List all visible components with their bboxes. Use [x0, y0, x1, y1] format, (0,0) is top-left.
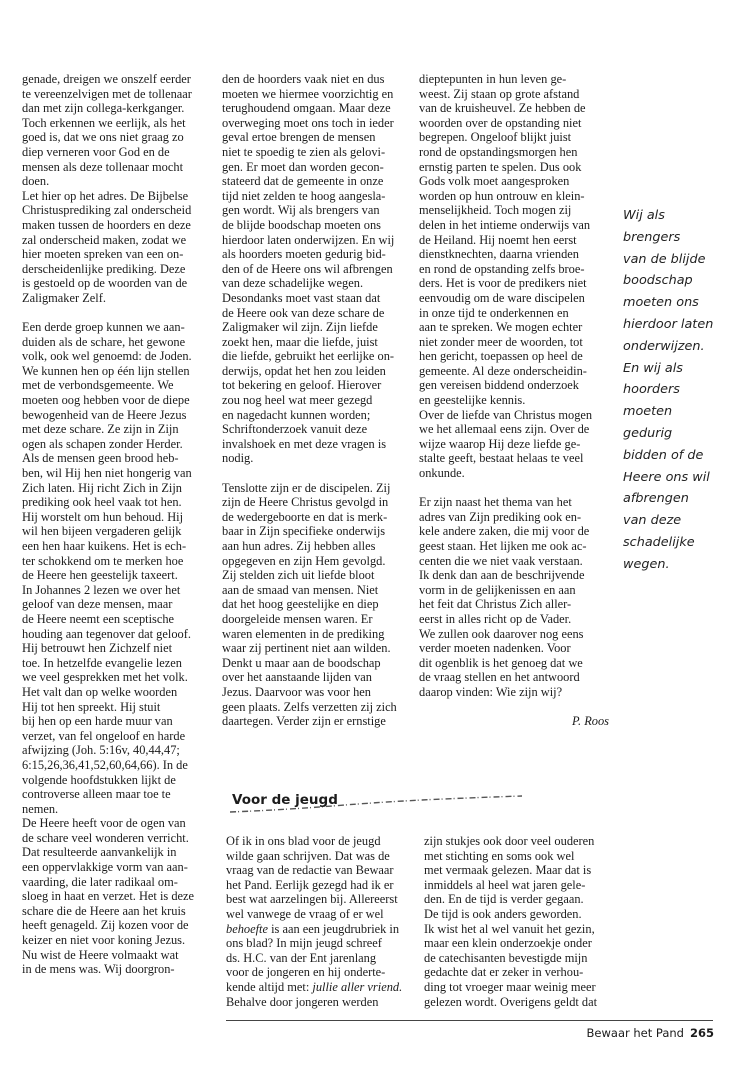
article-paragraph: Tenslotte zijn er de discipelen. Zij zijn de Heere Christus gevolgd in de wedergeboorte en dat is merk- baar in Zijn specifieke onderwijs aan hun adres. Zij hebben alles opgegeven en zijn Hem gevolgd. Zij stelden zich uit liefde bloot aan de smaad van mensen. Niet dat het hoog geestelijke en diep doorgeleide mensen waren. Er waren elementen in de prediking waar zij pertinent niet aan wilden. Denkt u maar aan de boodschap over het aanstaande lijden van Jezus. Daarvoor was voor hen geen plaats. Zelfs verzetten zij zich daartegen. Verder zijn er ernstige: [222, 480, 397, 729]
page-footer: [587, 1026, 714, 1040]
jeugd-text: Of ik in ons blad voor de jeugd wilde gaan schrijven. Dat was de vraag van de redactie van Bewaar het Pand. Eerlijk gezegd had ik er best wat aarzelingen bij. Allereerst wel vanwege de vraag of er wel: [226, 834, 398, 921]
article-paragraph: Een derde groep kunnen we aan- duiden als de schare, het gewone volk, ook wel genoemd: de Joden. We kunnen hen op één lijn stellen met de verbondsgemeente. We moeten oog hebben voor de diepe bewogenheid van de Heere Jezus met deze schare. Ze zijn in Zijn ogen als schapen zonder Herder. Als de mensen geen brood heb- ben, wil Hij hen niet hongerig van Zich laten. Hij richt Zich in Zijn prediking ook heel vaak tot hen. Hij worstelt om hun behoud. Hij wil hen bijeen vergaderen gelijk een hen haar kuikens. Het is ech- ter schokkend om te merken hoe de Heere hen geestelijk taxeert. In Johannes 2 lezen we over het geloof van deze mensen, maar de Heere neemt een sceptische houding aan tegenover dat geloof. Hij betrouwt hen Zichzelf niet toe. In hetzelfde evangelie lezen we veel gesprekken met het volk. Het valt dan op welke woorden Hij tot hen spreekt. Hij stuit bij hen op een harde muur van verzet, van fel ongeloof en harde afwijzing (Joh. 5:16v, 40,44,47; 6:15,26,36,41,52,60,64,66). In de volgende hoofdstukken lijkt de controverse alleen maar toe te nemen. De Heere heeft voor de ogen van de schare veel wonderen verricht. Dat resulteerde aanvankelijk in een oppervlakkige vorm van aan- vaarding, die later radikaal om- sloeg in haat en verzet. Het is deze schare die de Heere aan het kruis heeft genageld. Zij kozen voor de keizer en niet voor koning Jezus. Nu wist de Heere volmaakt wat in de mens was. Wij doorgron-: [22, 320, 195, 977]
page-number: 265: [689, 1026, 714, 1040]
jeugd-column-2: zijn stukjes ook door veel ouderen met stichting en soms ook wel met vermaak gelezen. Maar dat is inmiddels al heel wat jaren gele- den. En de tijd is verder gegaan. De tijd is ook anders geworden. Ik wist het al wel vanuit het gezin, maar een klein onderzoekje onder de catechisanten bevestigde mijn gedachte dat er zeker in verhou- ding tot vroeger maar weinig meer gelezen wordt. Overigens geldt dat: [424, 834, 598, 1009]
jeugd-text: is aan een jeugdrubriek in ons blad? In mijn jeugd schreef ds. H.C. van der Ent jarenlang voor de jongeren en hij onderte- kende altijd met:: [226, 921, 400, 994]
author-signature: P. Roos: [572, 713, 609, 728]
article-column-2: [222, 72, 410, 729]
footer-divider: [226, 1020, 713, 1021]
pull-quote: Wij als brengers van de blijde boodschap moeten ons hierdoor laten onderwijzen. En wij als hoorders moeten gedurig bidden of de Heere ons wil afbrengen van deze schadelijke wegen.: [623, 208, 714, 572]
article-paragraph: genade, dreigen we onszelf eerder te vereenzelvigen met de tollenaar dan met zijn collega-kerkganger. Toch erkennen we eerlijk, als het goed is, dat we ons niet graag zo diep verneren voor God en de mensen als deze tollenaar mocht doen. Let hier op het adres. De Bijbelse Christusprediking zal onderscheid maken tussen de hoorders en deze zal onderscheid maken, zodat we hier moeten spreken van een on- derscheidenlijke prediking. Deze is gestoeld op de woorden van de Zaligmaker Zelf.: [22, 72, 192, 305]
article-paragraph: Er zijn naast het thema van het adres van Zijn prediking ook en- kele andere zaken, die mij voor de geest staan. Het lijken me ook ac- centen die we niet vaak verstaan. Ik denk dan aan de beschrijvende vorm in de gelijkenissen en aan het feit dat Christus Zich aller- eerst in alles richt op de Vader. We zullen ook daarover nog eens verder moeten nadenken. Voor dit ogenblik is het genoeg dat we de vraag stellen en het antwoord daarop vinden: Wie zijn wij?: [419, 495, 590, 699]
publication-name: Bewaar het Pand: [586, 1026, 684, 1040]
jeugd-column-1: [226, 834, 406, 1009]
article-paragraph: den de hoorders vaak niet en dus moeten we hiermee voorzichtig en terughoudend omgaan. Maar deze overweging moet ons toch in ieder geval ertoe brengen de mensen niet te spoedig te zien als gelovi- gen. Er moet dan worden gecon- stateerd dat de gemeente in onze tijd niet zelden te hoog aangesla- gen wordt. Wij als brengers van de blijde boodschap moeten ons hierdoor laten onderwijzen. En wij als hoorders moeten gedurig bid- den of de Heere ons wil afbrengen van deze schadelijke wegen. Desondanks moet vast staan dat de Heere ook van deze schare de Zaligmaker wil zijn. Zijn liefde zoekt hen, maar die liefde, juist die liefde, gebruikt het eerlijke on- derwijs, opdat het hen zou leiden tot bekering en geloof. Hierover zou nog heel wat meer gezegd en nagedacht kunnen worden; Schriftonderzoek vanuit deze invalshoek en met deze vragen is nodig.: [222, 72, 395, 466]
article-column-3: [419, 72, 609, 728]
section-title: Voor de jeugd: [232, 792, 338, 808]
emphasis-text: behoefte: [226, 921, 268, 936]
emphasis-text: jullie aller vriend.: [312, 979, 403, 994]
section-heading: [222, 790, 612, 816]
article-column-1: [22, 72, 212, 977]
article-paragraph: dieptepunten in hun leven ge- weest. Zij staan op grote afstand van de kruisheuvel. Ze hebben de woorden over de opstanding niet begrepen. Ongeloof blijkt juist rond de opstandingsmorgen hen ernstig parten te spelen. Dus ook Gods volk moet aangesproken worden op hun ontrouw en klein- menselijkheid. Toch mogen zij delen in het intieme onderwijs van de Heiland. Hij noemt hen eerst dienstknechten, daarna vrienden en rond de opstanding zelfs broe- ders. Het is voor de predikers niet eenvoudig om de ware discipelen in onze tijd te onderkennen en aan te spreken. We mogen echter niet zonder meer de woorden, tot hen gericht, toepassen op heel de gemeente. Al deze onderscheidin- gen vereisen biddend onderzoek en geestelijke kennis. Over de liefde van Christus mogen we het allemaal eens zijn. Over de wijze waarop Hij deze liefde ge- stalte geeft, bestaat helaas te veel onkunde.: [419, 72, 593, 481]
jeugd-text: Behalve door jongeren werden: [226, 994, 379, 1009]
